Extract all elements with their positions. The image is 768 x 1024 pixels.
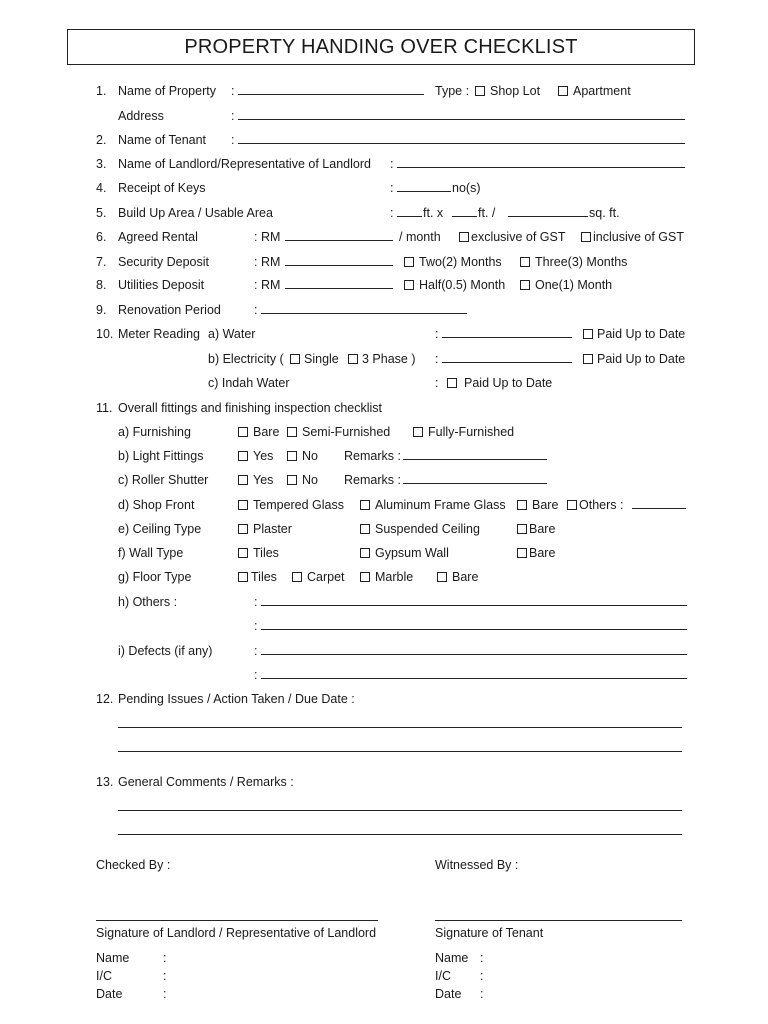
colon: : <box>231 133 235 147</box>
colon: : <box>163 969 167 983</box>
checkbox-label: Tiles <box>253 546 279 560</box>
two-months-checkbox[interactable] <box>404 254 502 270</box>
checkbox-icon <box>404 257 414 267</box>
per-month-label: / month <box>399 230 441 244</box>
checkbox-label: Three(3) Months <box>535 255 628 269</box>
fully-furnished-checkbox[interactable] <box>413 424 514 440</box>
checkbox-label: 3 Phase ) <box>362 352 416 366</box>
checkbox-icon <box>404 280 414 290</box>
checkbox-label: Semi-Furnished <box>302 425 391 439</box>
rm-label: : RM <box>254 255 281 269</box>
ceiling-bare-checkbox[interactable] <box>517 521 555 537</box>
checkbox-label: Bare <box>532 498 559 512</box>
landlord-ic-label: I/C <box>96 969 112 983</box>
type-apartment-checkbox[interactable] <box>558 83 631 99</box>
property-name-field[interactable] <box>238 83 424 99</box>
pending-issues-label: Pending Issues / Action Taken / Due Date : <box>118 692 355 706</box>
shop-front-others-checkbox[interactable] <box>567 497 623 513</box>
colon: : <box>254 644 258 658</box>
checkbox-label: inclusive of GST <box>593 230 685 244</box>
checkbox-label: Two(2) Months <box>419 255 502 269</box>
checkbox-icon <box>583 329 593 339</box>
checked-by-label: Checked By : <box>96 858 171 872</box>
name-of-property-label: Name of Property <box>118 84 216 98</box>
shop-front-label: d) Shop Front <box>118 498 195 512</box>
others-field-1[interactable] <box>261 594 687 610</box>
electricity-paid-checkbox[interactable] <box>583 351 685 367</box>
colon: : <box>435 352 439 366</box>
receipt-of-keys-label: Receipt of Keys <box>118 181 206 195</box>
colon: : <box>231 109 235 123</box>
colon: : <box>231 84 235 98</box>
checkbox-icon <box>520 257 530 267</box>
checkbox-label: Bare <box>452 570 479 584</box>
colon: : <box>254 619 258 633</box>
rental-amount-field[interactable] <box>285 229 393 245</box>
ceiling-type-label: e) Ceiling Type <box>118 522 202 536</box>
item-number: 5. <box>96 206 107 220</box>
checkbox-label: Bare <box>253 425 280 439</box>
light-fittings-yes-checkbox[interactable] <box>238 448 273 464</box>
rm-label: : RM <box>254 230 281 244</box>
checkbox-icon <box>360 524 370 534</box>
colon: : <box>480 969 484 983</box>
gypsum-wall-checkbox[interactable] <box>360 545 449 561</box>
tenant-signature-label: Signature of Tenant <box>435 926 544 940</box>
checkbox-label: Others : <box>579 498 624 512</box>
item-number: 12. <box>96 692 114 706</box>
aluminum-frame-glass-checkbox[interactable] <box>360 497 506 513</box>
item-number: 13. <box>96 775 114 789</box>
others-label: h) Others : <box>118 595 178 609</box>
furnishing-label: a) Furnishing <box>118 425 191 439</box>
item-number: 6. <box>96 230 107 244</box>
overall-fittings-label: Overall fittings and finishing inspection checklist <box>118 401 383 415</box>
checkbox-icon <box>581 232 591 242</box>
one-month-checkbox[interactable] <box>520 277 612 293</box>
furnishing-bare-checkbox[interactable] <box>238 424 279 440</box>
tempered-glass-checkbox[interactable] <box>238 497 344 513</box>
checkbox-icon <box>238 475 248 485</box>
item-number: 8. <box>96 278 107 292</box>
wall-type-label: f) Wall Type <box>118 546 184 560</box>
build-up-area-label: Build Up Area / Usable Area <box>118 206 273 220</box>
roller-shutter-no-checkbox[interactable] <box>287 472 318 488</box>
checkbox-label: Half(0.5) Month <box>419 278 506 292</box>
checkbox-icon <box>292 572 302 582</box>
water-reading-field[interactable] <box>442 326 572 342</box>
wall-bare-checkbox[interactable] <box>517 545 555 561</box>
light-fittings-label: b) Light Fittings <box>118 449 204 463</box>
checkbox-label: Paid Up to Date <box>464 376 553 390</box>
checkbox-icon <box>287 427 297 437</box>
water-paid-checkbox[interactable] <box>583 326 685 342</box>
marble-checkbox[interactable] <box>360 569 413 585</box>
colon: : <box>163 987 167 1001</box>
checkbox-label: Tempered Glass <box>253 498 345 512</box>
checkbox-label: Tiles <box>251 570 277 584</box>
item-number: 4. <box>96 181 107 195</box>
remarks-label: Remarks : <box>344 449 401 463</box>
checkbox-icon <box>238 427 248 437</box>
colon: : <box>254 668 258 682</box>
defects-label: i) Defects (if any) <box>118 644 213 658</box>
type-shop-lot-checkbox[interactable] <box>475 83 540 99</box>
tenant-signature-line[interactable] <box>435 920 682 921</box>
colon: : <box>163 951 167 965</box>
checkbox-icon <box>238 500 248 510</box>
checkbox-icon <box>558 86 568 96</box>
checkbox-label: Apartment <box>573 84 631 98</box>
checkbox-label: Bare <box>529 546 556 560</box>
checkbox-icon <box>517 524 527 534</box>
address-label: Address <box>118 109 164 123</box>
landlord-label: Name of Landlord/Representative of Landlord <box>118 157 371 171</box>
checkbox-icon <box>360 500 370 510</box>
colon: : <box>435 376 439 390</box>
water-label: a) Water <box>208 327 256 341</box>
name-of-tenant-label: Name of Tenant <box>118 133 207 147</box>
security-deposit-label: Security Deposit <box>118 255 210 269</box>
checkbox-label: No <box>302 449 318 463</box>
single-phase-checkbox[interactable] <box>290 351 339 367</box>
wall-tiles-checkbox[interactable] <box>238 545 279 561</box>
remarks-label: Remarks : <box>344 473 401 487</box>
checkbox-icon <box>287 475 297 485</box>
keys-count-field[interactable] <box>397 180 451 196</box>
roller-shutter-yes-checkbox[interactable] <box>238 472 273 488</box>
floor-bare-checkbox[interactable] <box>437 569 478 585</box>
indah-water-label: c) Indah Water <box>208 376 290 390</box>
item-number: 9. <box>96 303 107 317</box>
colon: : <box>390 181 394 195</box>
suspended-ceiling-checkbox[interactable] <box>360 521 480 537</box>
landlord-name-label: Name <box>96 951 130 965</box>
area-width-field[interactable] <box>452 205 477 221</box>
checkbox-icon <box>475 86 485 96</box>
checkbox-label: Paid Up to Date <box>597 327 686 341</box>
shop-front-others-field[interactable] <box>632 497 686 513</box>
checkbox-icon <box>520 280 530 290</box>
agreed-rental-label: Agreed Rental <box>118 230 198 244</box>
light-fittings-remarks-field[interactable] <box>403 448 547 464</box>
type-label: Type : <box>435 84 470 98</box>
area-sqft-field[interactable] <box>508 205 588 221</box>
semi-furnished-checkbox[interactable] <box>287 424 390 440</box>
checkbox-label: Paid Up to Date <box>597 352 686 366</box>
defects-field-2[interactable] <box>261 667 687 683</box>
checkbox-label: One(1) Month <box>535 278 613 292</box>
keys-suffix: no(s) <box>452 181 481 195</box>
light-fittings-no-checkbox[interactable] <box>287 448 318 464</box>
renovation-period-field[interactable] <box>261 302 467 318</box>
checkbox-icon <box>413 427 423 437</box>
checkbox-label: Suspended Ceiling <box>375 522 480 536</box>
area-ft-x: ft. x <box>423 206 444 220</box>
landlord-signature-line[interactable] <box>96 920 378 921</box>
general-comments-label: General Comments / Remarks : <box>118 775 294 789</box>
floor-type-label: g) Floor Type <box>118 570 192 584</box>
colon: : <box>254 303 258 317</box>
meter-reading-label: Meter Reading <box>118 327 200 341</box>
three-phase-checkbox[interactable] <box>348 351 416 367</box>
checkbox-icon <box>238 572 248 582</box>
tenant-date-label: Date <box>435 987 462 1001</box>
defects-field-1[interactable] <box>261 643 687 659</box>
carpet-checkbox[interactable] <box>292 569 345 585</box>
checkbox-icon <box>437 572 447 582</box>
checkbox-icon <box>567 500 577 510</box>
colon: : <box>390 206 394 220</box>
general-comments-field-2[interactable] <box>118 823 682 839</box>
shop-front-bare-checkbox[interactable] <box>517 497 558 513</box>
others-field-2[interactable] <box>261 618 687 634</box>
area-ft-slash: ft. / <box>478 206 496 220</box>
electricity-label: b) Electricity ( <box>208 352 284 366</box>
inclusive-gst-checkbox[interactable] <box>581 229 684 245</box>
checkbox-icon <box>583 354 593 364</box>
item-number: 10. <box>96 327 114 341</box>
checkbox-icon <box>238 451 248 461</box>
checkbox-label: Carpet <box>307 570 345 584</box>
address-field[interactable] <box>238 108 685 124</box>
tenant-name-field[interactable] <box>238 132 685 148</box>
exclusive-gst-checkbox[interactable] <box>459 229 565 245</box>
pending-issues-field-2[interactable] <box>118 740 682 756</box>
checkbox-icon <box>459 232 469 242</box>
plaster-checkbox[interactable] <box>238 521 292 537</box>
checkbox-icon <box>447 378 457 388</box>
item-number: 3. <box>96 157 107 171</box>
colon: : <box>480 987 484 1001</box>
floor-tiles-checkbox[interactable] <box>238 569 277 585</box>
tenant-name-label: Name <box>435 951 469 965</box>
checkbox-label: No <box>302 473 318 487</box>
indah-water-paid-checkbox[interactable] <box>447 375 552 391</box>
colon: : <box>480 951 484 965</box>
title-box <box>67 29 695 65</box>
item-number: 1. <box>96 84 107 98</box>
witnessed-by-label: Witnessed By : <box>435 858 519 872</box>
general-comments-field-1[interactable] <box>118 799 682 815</box>
three-months-checkbox[interactable] <box>520 254 627 270</box>
item-number: 2. <box>96 133 107 147</box>
checkbox-label: Gypsum Wall <box>375 546 449 560</box>
checkbox-icon <box>517 500 527 510</box>
area-length-field[interactable] <box>397 205 422 221</box>
checkbox-label: exclusive of GST <box>471 230 566 244</box>
checkbox-label: Aluminum Frame Glass <box>375 498 506 512</box>
checkbox-label: Single <box>304 352 339 366</box>
utilities-deposit-field[interactable] <box>285 277 393 293</box>
checkbox-icon <box>348 354 358 364</box>
half-month-checkbox[interactable] <box>404 277 505 293</box>
electricity-reading-field[interactable] <box>442 351 572 367</box>
checkbox-icon <box>290 354 300 364</box>
pending-issues-field-1[interactable] <box>118 716 682 732</box>
item-number: 7. <box>96 255 107 269</box>
landlord-field[interactable] <box>397 156 685 172</box>
checkbox-icon <box>238 524 248 534</box>
security-deposit-field[interactable] <box>285 254 393 270</box>
checkbox-label: Shop Lot <box>490 84 541 98</box>
roller-shutter-remarks-field[interactable] <box>403 472 547 488</box>
checkbox-label: Fully-Furnished <box>428 425 515 439</box>
landlord-date-label: Date <box>96 987 123 1001</box>
colon: : <box>435 327 439 341</box>
checkbox-label: Yes <box>253 473 274 487</box>
page-title: PROPERTY HANDING OVER CHECKLIST <box>184 35 578 58</box>
renovation-period-label: Renovation Period <box>118 303 221 317</box>
checkbox-icon <box>238 548 248 558</box>
checkbox-label: Marble <box>375 570 414 584</box>
rm-label: : RM <box>254 278 281 292</box>
item-number: 11. <box>96 401 113 415</box>
area-sqft-unit: sq. ft. <box>589 206 620 220</box>
utilities-deposit-label: Utilities Deposit <box>118 278 205 292</box>
colon: : <box>390 157 394 171</box>
checkbox-label: Yes <box>253 449 274 463</box>
checkbox-icon <box>287 451 297 461</box>
colon: : <box>254 595 258 609</box>
checkbox-label: Plaster <box>253 522 292 536</box>
checkbox-icon <box>360 548 370 558</box>
tenant-ic-label: I/C <box>435 969 451 983</box>
checkbox-label: Bare <box>529 522 556 536</box>
checkbox-icon <box>517 548 527 558</box>
landlord-signature-label: Signature of Landlord / Representative of Landlord <box>96 926 377 940</box>
checkbox-icon <box>360 572 370 582</box>
roller-shutter-label: c) Roller Shutter <box>118 473 209 487</box>
